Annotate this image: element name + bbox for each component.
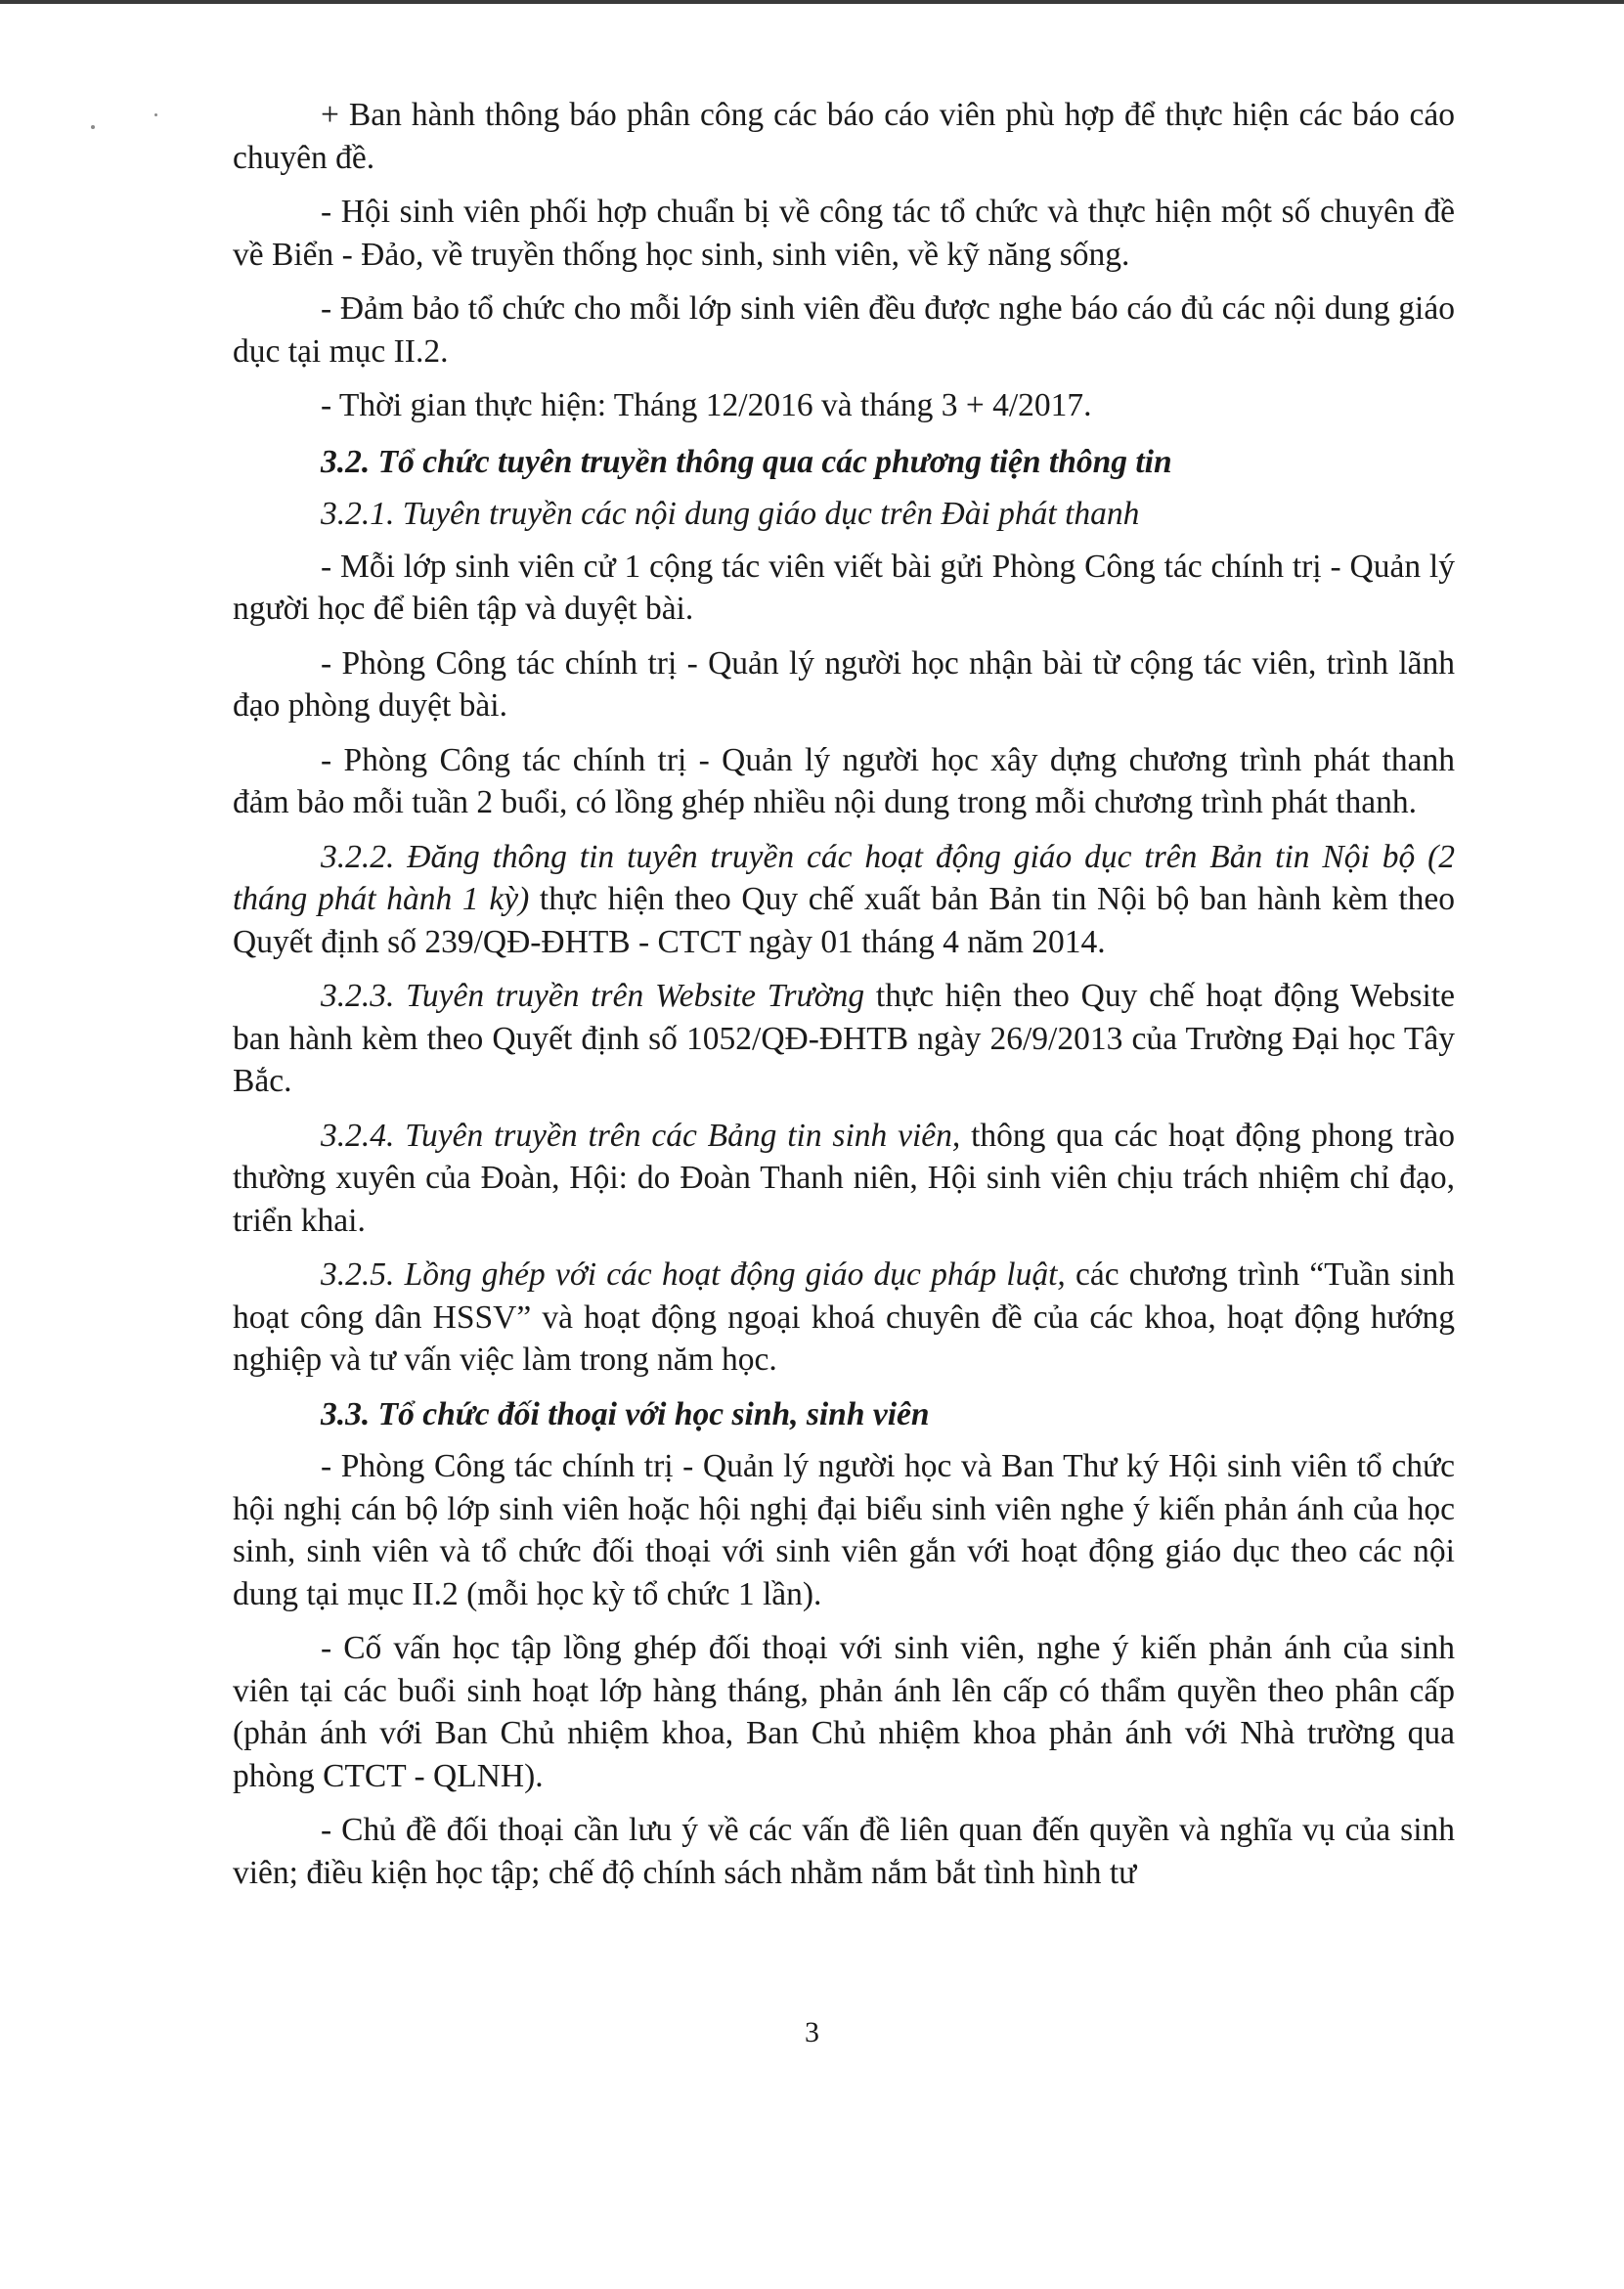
paragraph-3-2-5-text: các chương trình “Tuần sinh hoạt công dân HSSV” và hoạt động ngoại khoá chuyên đề của các khoa, hoạt động hướng nghiệp và tư vấn việc làm trong năm học. (233, 1256, 1455, 1378)
paragraph-collaborator: - Mỗi lớp sinh viên cử 1 cộng tác viên viết bài gửi Phòng Công tác chính trị - Quản lý người học để biên tập và duyệt bài. (233, 548, 1455, 627)
paragraph-3-2-3 (233, 975, 1455, 1103)
paragraph-academic-advisor: - Cố vấn học tập lồng ghép đối thoại với sinh viên, nghe ý kiến phản ánh của sinh viên tại các buổi sinh hoạt lớp hàng tháng, phản ánh lên cấp có thẩm quyền theo phân cấp (phản ánh với Ban Chủ nhiệm khoa, Ban Chủ nhiệm khoa phản ánh với Nhà trường qua phòng CTCT - QLNH). (233, 1630, 1455, 1794)
paragraph-student-union: - Hội sinh viên phối hợp chuẩn bị về công tác tổ chức và thực hiện một số chuyên đề về Biển - Đảo, về truyền thống học sinh, sinh viên, về kỹ năng sống. (233, 194, 1455, 273)
paragraph-3-2-4 (233, 1115, 1455, 1243)
paragraph-radio-program: - Phòng Công tác chính trị - Quản lý người học xây dựng chương trình phát thanh đảm bảo mỗi tuần 2 buổi, có lồng ghép nhiều nội dung trong mỗi chương trình phát thanh. (233, 741, 1455, 820)
paragraph-3-2-2-text: thực hiện theo Quy chế xuất bản Bản tin Nội bộ ban hành kèm theo Quyết định số 239/QĐ-ĐHTB - CTCT ngày 01 tháng 4 năm 2014. (233, 881, 1455, 960)
scan-top-edge (0, 0, 1624, 4)
paragraph-3-2-4-text: thông qua các hoạt động phong trào thường xuyên của Đoàn, Hội: do Đoàn Thanh niên, Hội sinh viên chịu trách nhiệm chỉ đạo, triển khai. (233, 1117, 1455, 1239)
subsection-heading-3-2-1: 3.2.1. Tuyên truyền các nội dung giáo dục trên Đài phát thanh (321, 496, 1140, 532)
subsection-heading-3-2-5: 3.2.5. Lồng ghép với các hoạt động giáo dục pháp luật, (321, 1256, 1066, 1293)
page-number: 3 (805, 2016, 819, 2048)
scan-speck (91, 125, 95, 129)
paragraph-timeline: - Thời gian thực hiện: Tháng 12/2016 và tháng 3 + 4/2017. (321, 387, 1092, 423)
document-body (233, 94, 1455, 1906)
subsection-heading-3-2-2: 3.2.2. Đăng thông tin tuyên truyền các hoạt động giáo dục trên Bản tin Nội bộ (2 tháng phát hành 1 kỳ) (233, 838, 1455, 917)
paragraph-3-2-5 (233, 1254, 1455, 1382)
paragraph-3-2-3-text: thực hiện theo Quy chế hoạt động Website ban hành kèm theo Quyết định số 1052/QĐ-ĐHTB ngày 26/9/2013 của Trường Đại học Tây Bắc. (233, 978, 1455, 1099)
paragraph-3-2-2 (233, 836, 1455, 964)
paragraph-assign-speakers: + Ban hành thông báo phân công các báo cáo viên phù hợp để thực hiện các báo cáo chuyên đề. (233, 97, 1455, 176)
paragraph-dialogue-conference: - Phòng Công tác chính trị - Quản lý người học và Ban Thư ký Hội sinh viên tổ chức hội nghị cán bộ lớp sinh viên hoặc hội nghị đại biểu sinh viên nghe ý kiến phản ánh của học sinh, sinh viên và tổ chức đối thoại với sinh viên gắn với hoạt động giáo dục theo các nội dung tại mục II.2 (mỗi học kỳ tổ chức 1 lần). (233, 1448, 1455, 1612)
paragraph-receive-articles: - Phòng Công tác chính trị - Quản lý người học nhận bài từ cộng tác viên, trình lãnh đạo phòng duyệt bài. (233, 644, 1455, 724)
section-heading-3-3: 3.3. Tổ chức đối thoại với học sinh, sinh viên (321, 1395, 930, 1432)
section-heading-3-2: 3.2. Tổ chức tuyên truyền thông qua các phương tiện thông tin (321, 443, 1172, 480)
paragraph-dialogue-topics: - Chủ đề đối thoại cần lưu ý về các vấn đề liên quan đến quyền và nghĩa vụ của sinh viên; điều kiện học tập; chế độ chính sách nhằm nắm bắt tình hình tư (233, 1812, 1455, 1891)
subsection-heading-3-2-4: 3.2.4. Tuyên truyền trên các Bảng tin sinh viên, (321, 1117, 961, 1154)
paragraph-ensure-classes: - Đảm bảo tổ chức cho mỗi lớp sinh viên đều được nghe báo cáo đủ các nội dung giáo dục tại mục II.2. (233, 290, 1455, 370)
subsection-heading-3-2-3: 3.2.3. Tuyên truyền trên Website Trường (321, 978, 865, 1014)
scan-speck (154, 113, 157, 116)
